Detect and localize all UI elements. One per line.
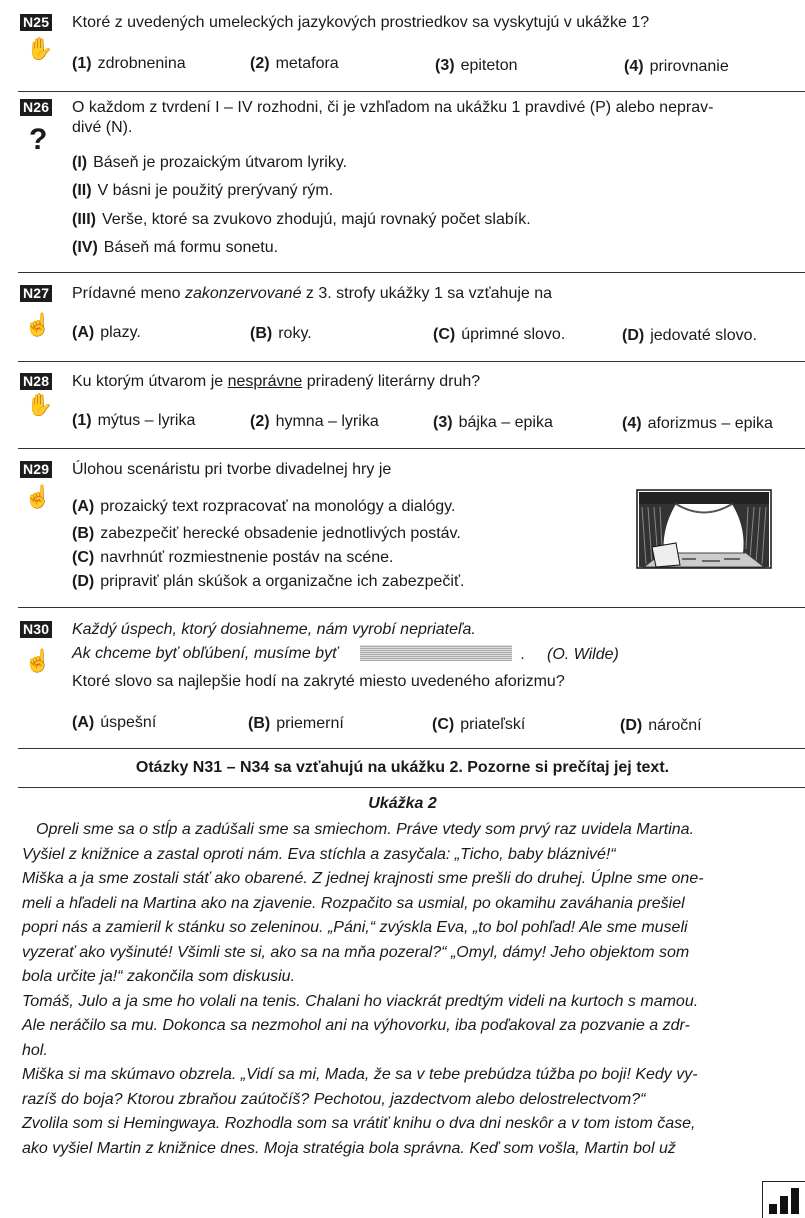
question-mark-icon: ?	[29, 123, 48, 156]
option-n25-4[interactable]: (4) prirovnanie	[624, 58, 729, 75]
statement-n26-1: (I) Báseň je prozaickým útvarom lyriky.	[72, 154, 348, 171]
passage-line: razíš do boja? Ktorou zbraňou zaútočíš? Pechotou, jazdectvom alebo delostrelectvom?“	[22, 1090, 646, 1108]
passage-line: ako vyšiel Martin z knižnice dnes. Moja stratégia bola správna. Keď som vošla, Martin bol už	[22, 1139, 676, 1157]
option-n27-d[interactable]: (D) jedovaté slovo.	[622, 327, 757, 344]
option-n30-d[interactable]: (D) nároční	[620, 717, 702, 734]
passage-line: meli a hľadeli na Martina ako na zjavenie. Rozpačito sa usmial, po okamihu zaváhania prešiel	[22, 894, 685, 912]
question-text-n27: Prídavné meno zakonzervované z 3. strofy ukážky 1 sa vzťahuje na	[72, 285, 553, 302]
option-n27-b[interactable]: (B) roky.	[250, 325, 312, 342]
option-n25-1[interactable]: (1) zdrobnenina	[72, 55, 186, 72]
section-header: Otázky N31 – N34 sa vzťahujú na ukážku 2. Pozorne si prečítaj jej text.	[135, 759, 670, 776]
bar-logo-icon	[762, 1181, 805, 1218]
sample-title: Ukážka 2	[368, 795, 437, 812]
hand-raised-icon: ✋	[26, 36, 54, 61]
passage-line: Miška a ja sme zostali stáť ako obarené. Z jednej krajnosti sme prešli do druhej. Úplne sme one-	[22, 870, 704, 887]
option-n30-c[interactable]: (C) priateľskí	[432, 716, 526, 733]
passage-line: popri nás a zamieril k stánku so zeleninou. „Páni,“ zvýskla Eva, „to bol pohľad! Ale sme museli	[22, 919, 688, 936]
option-n28-1[interactable]: (1) mýtus – lyrika	[72, 412, 196, 429]
question-text-n26-cont: divé (N).	[72, 119, 133, 136]
passage-line: Zvolila som si Hemingwaya. Rozhodla som sa vrátiť knihu o dva dni neskôr a v tom istom čase,	[22, 1115, 696, 1132]
option-n28-2[interactable]: (2) hymna – lyrika	[250, 413, 379, 430]
passage-line: Vyšiel z knižnice a zastal oproti nám. Eva stíchla a zasyčala: „Ticho, baby bláznivé!“	[22, 845, 616, 863]
divider	[18, 91, 805, 92]
question-text-n25: Ktoré z uvedených umeleckých jazykových prostriedkov sa vyskytujú v ukážke 1?	[72, 14, 650, 31]
question-text-n29: Úlohou scenáristu pri tvorbe divadelnej hry je	[72, 461, 392, 478]
option-n28-4[interactable]: (4) aforizmus – epika	[622, 415, 773, 432]
option-n27-a[interactable]: (A) plazy.	[72, 324, 141, 341]
question-badge-n30: N30	[20, 621, 52, 638]
passage-line: Opreli sme sa o stĺp a zadúšali sme sa smiechom. Práve vtedy som prvý raz uvidela Martina.	[36, 821, 695, 838]
divider	[18, 448, 805, 449]
option-n29-a[interactable]: (A) prozaický text rozpracovať na monológy a dialógy.	[72, 498, 456, 515]
blank-placeholder	[360, 645, 512, 661]
question-badge-n29: N29	[20, 461, 52, 478]
quote-author: (O. Wilde)	[547, 646, 619, 663]
quote-end: .	[521, 646, 526, 663]
passage-line: vyzerať ako vyšinuté! Všimli ste si, ako sa na mňa pozeral?“ „Omyl, dámy! Jeho objektom som	[22, 943, 690, 961]
option-n29-c[interactable]: (C) navrhnúť rozmiestnenie postáv na scéne.	[72, 549, 394, 566]
passage-line: Ale neráčilo sa mu. Dokonca sa nezmohol ani na výhovorku, iba poďakoval za pozvanie a zdr-	[22, 1017, 690, 1034]
pointing-hand-icon: ☝	[24, 312, 52, 337]
option-n30-a[interactable]: (A) úspešní	[72, 714, 157, 731]
pointing-hand-icon: ☝	[24, 648, 52, 673]
option-n29-d[interactable]: (D) pripraviť plán skúšok a organizačne ich zabezpečiť.	[72, 573, 465, 590]
divider	[18, 272, 805, 273]
sample-passage	[22, 818, 785, 1161]
statement-n26-2: (II) V básni je použitý prerývaný rým.	[72, 182, 334, 199]
question-badge-n27: N27	[20, 285, 52, 302]
divider	[18, 361, 805, 362]
statement-n26-3: (III) Verše, ktoré sa zvukovo zhodujú, majú rovnaký počet slabík.	[72, 211, 531, 228]
statement-n26-4: (IV) Báseň má formu sonetu.	[72, 239, 279, 256]
theater-stage-icon	[636, 489, 772, 569]
question-text-n30: Ktoré slovo sa najlepšie hodí na zakryté miesto uvedeného aforizmu?	[72, 673, 565, 690]
option-n27-c[interactable]: (C) úprimné slovo.	[433, 326, 566, 343]
question-badge-n25: N25	[20, 14, 52, 31]
quote-line-1: Každý úspech, ktorý dosiahneme, nám vyrobí nepriateľa.	[72, 621, 476, 638]
passage-line: Tomáš, Julo a ja sme ho volali na tenis. Chalani ho viackrát predtým videli na kurtoch s mamou.	[22, 992, 699, 1010]
divider	[18, 748, 805, 749]
pointing-hand-icon: ☝	[24, 484, 52, 509]
question-text-n28: Ku ktorým útvarom je nesprávne priradený literárny druh?	[72, 373, 481, 390]
hand-raised-icon: ✋	[26, 392, 54, 417]
question-badge-n28: N28	[20, 373, 52, 390]
divider	[18, 787, 805, 788]
option-n30-b[interactable]: (B) priemerní	[248, 715, 344, 732]
divider	[18, 607, 805, 608]
option-n25-2[interactable]: (2) metafora	[250, 55, 339, 72]
option-n28-3[interactable]: (3) bájka – epika	[433, 414, 553, 431]
passage-line: hol.	[22, 1041, 48, 1059]
quote-line-2: Ak chceme byť obľúbení, musíme byť	[72, 645, 338, 662]
passage-line: Miška si ma skúmavo obzrela. „Vidí sa mi, Mada, že sa v tebe prebúdza túžba po boji! Kedy vy-	[22, 1066, 698, 1083]
option-n25-3[interactable]: (3) epiteton	[435, 57, 518, 74]
question-text-n26: O každom z tvrdení I – IV rozhodni, či je vzhľadom na ukážku 1 pravdivé (P) alebo neprav-	[72, 99, 714, 116]
question-badge-n26: N26	[20, 99, 52, 116]
passage-line: bola určite ja!“ zakončila som diskusiu.	[22, 968, 296, 985]
option-n29-b[interactable]: (B) zabezpečiť herecké obsadenie jednotlivých postáv.	[72, 525, 461, 542]
